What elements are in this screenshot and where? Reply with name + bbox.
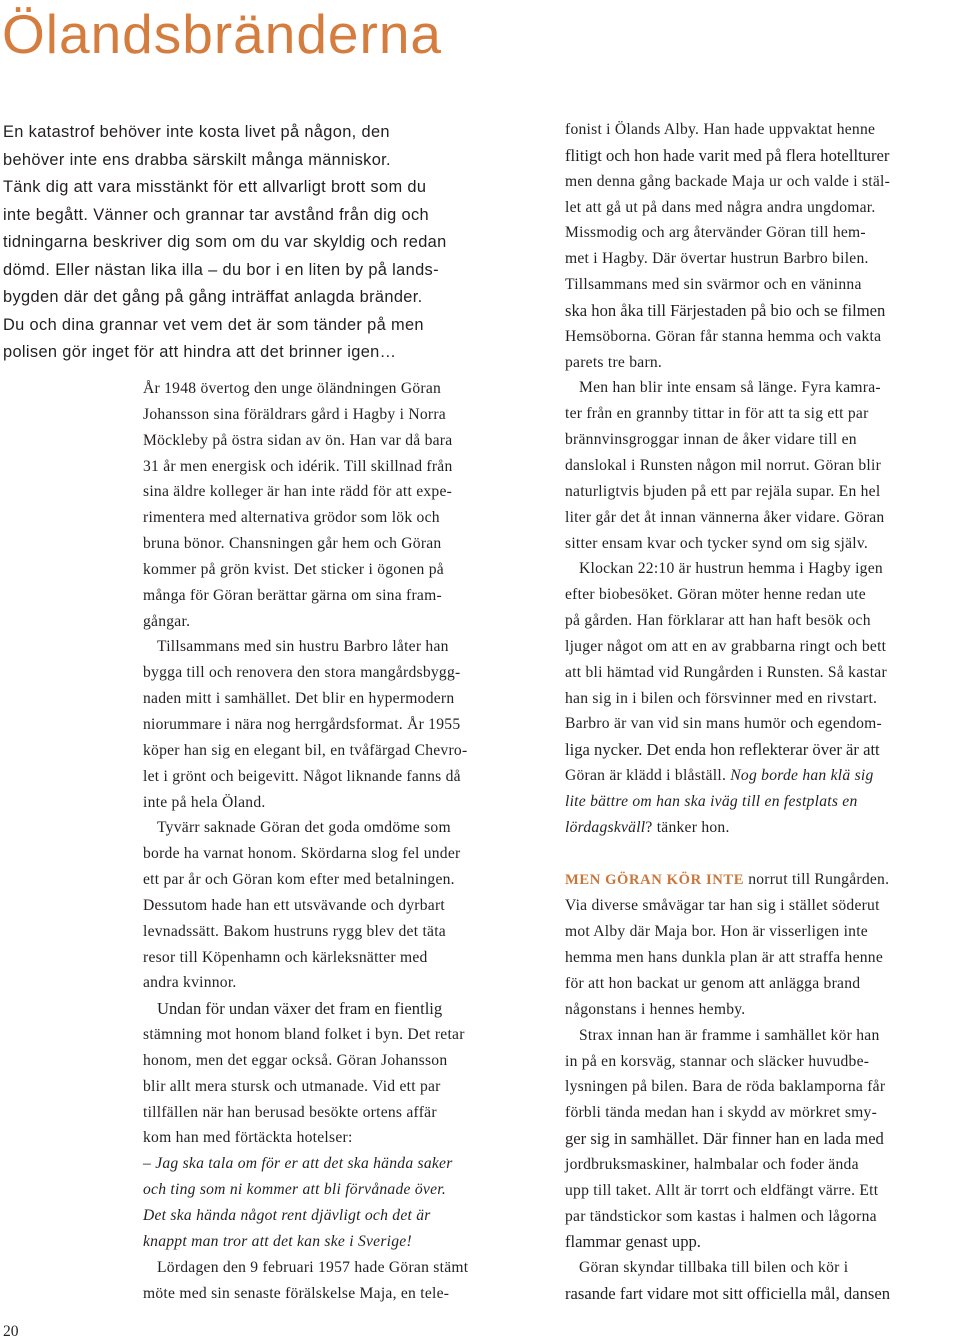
body-line: in på en korsväg, stannar och släcker huvudbe- [565,1052,870,1070]
body-line: bygga till och renovera den stora mangårdsbygg- [143,664,461,682]
body-line: gångar. [143,612,191,630]
body-line: att bli hämtad vid Rungården i Runsten. Så kastar [565,663,887,681]
body-line: på gården. Han förklarar att han haft besök och [565,612,871,630]
body-line: let att gå ut på dans med några andra ungdomar. [565,198,876,216]
body-line: let i grönt och beigevitt. Något liknande fanns då [143,767,461,785]
quote-line: – Jag ska tala om för er att det ska hända saker [143,1155,453,1173]
italic-phrase: Nog borde han klä sig [730,767,874,785]
body-line: Lördagen den 9 februari 1957 hade Göran stämt [157,1258,469,1276]
body-line: borde ha varnat honom. Skördarna slog fel under [143,845,461,863]
body-line: Dessutom hade han ett utsvävande och dyrbart [143,896,445,914]
quote-line: och ting som ni kommer att bli förvånade över. [143,1181,446,1199]
body-line: Tillsammans med sin svärmor och en väninna [565,276,862,294]
body-line: ett par år och Göran kom efter med betalningen. [143,871,455,889]
body-line [565,815,960,841]
body-line: Missmodig och arg återvänder Göran till hem- [565,224,866,242]
body-text: norrut till Rungården. [744,870,890,888]
body-line: rimentera med alternativa grödor som lök och [143,509,440,527]
body-line: lysningen på bilen. Bara de röda baklamporna får [565,1078,886,1096]
body-line: liga nycker. Det enda hon reflekterar över är att [565,740,880,760]
ingress-line: bygden där det gång på gång inträffat anlagda bränder. [3,288,423,306]
body-line: jordbruksmaskiner, halmbalar och foder ända [565,1155,859,1173]
body-line: Strax innan han är framme i samhället kör han [579,1026,880,1044]
ingress-paragraph [3,119,533,367]
body-line: bruna bönor. Chansningen går hem och Göran [143,535,442,553]
ingress-line: polisen gör inget för att hindra att det brinner igen… [3,343,397,361]
body-line: par tändstickor som kastas i halmen och lågorna [565,1207,877,1225]
body-line: lite bättre om han ska iväg till en festplats en [565,792,858,810]
body-line: men denna gång backade Maja ur och valde i stäl- [565,172,891,190]
body-line: möte med sin senaste förälskelse Maja, en tele- [143,1284,450,1302]
body-line: blir allt mera stursk och utmanade. Vid ett par [143,1077,441,1095]
body-line: Tyvärr saknade Göran det goda omdöme som [157,819,451,837]
body-line: met i Hagby. Där övertar hustrun Barbro bilen. [565,250,869,268]
body-line: Undan för undan växer det fram en fientlig [157,999,443,1019]
body-line: flitigt och hon hade varit med på flera hotellturer [565,145,890,165]
body-line: tillfällen när han berusad besökte ortens affär [143,1103,437,1121]
body-line: danslokal i Runsten någon mil norrut. Göran blir [565,456,882,474]
ingress-line: tidningarna beskriver dig som om du var skyldig och redan [3,233,447,251]
body-line: förbli tända medan han i skydd av mörkret smy- [565,1104,878,1122]
body-line: Men han blir inte ensam så länge. Fyra kamra- [579,379,881,397]
body-line: kommer på grön kvist. Det sticker i ögonen på [143,560,444,578]
section-lead-in: MEN GÖRAN KÖR INTE [565,871,745,888]
body-line: ska hon åka till Färjestaden på bio och se filmen [565,300,886,320]
body-text: Göran är klädd i blåställ. [565,767,727,785]
body-line: niorummare i nära nog herrgårdsformat. År 1955 [143,715,461,733]
body-line: fonist i Ölands Alby. Han hade uppvaktat henne [565,121,876,138]
body-line: ter från en grannby tittar in för att ta sig ett par [565,405,869,423]
ingress-line: En katastrof behöver inte kosta livet på någon, den [3,123,390,141]
body-line: efter biobesöket. Göran möter henne redan ute [565,586,866,604]
body-line: Hemsöborna. Göran får stanna hemma och vakta [565,327,882,345]
body-line: stämning mot honom bland folket i byn. Det retar [143,1026,465,1044]
ingress-line: behöver inte ens drabba särskilt många människor. [3,150,391,169]
quote-line: knappt man tror att det kan ske i Sverige! [143,1232,412,1250]
article-title: Ölandsbränderna [2,3,443,65]
body-line: liter går det åt innan vännerna åker vidare. Göran [565,508,885,526]
body-line: År 1948 övertog den unge öländningen Göran [143,380,442,397]
body-line: Möckleby på östra sidan av ön. Han var då bara [143,431,453,449]
body-line: 31 år men energisk och idérik. Till skillnad från [143,457,453,475]
quote-line: Det ska hända något rent djävligt och det är [143,1207,431,1224]
body-line: kom han med förtäckta hotelser: [143,1129,353,1147]
body-column-middle [143,376,543,1306]
body-line: han sig in i bilen och försvinner med en rivstart. [565,689,878,707]
body-line: rasande fart vidare mot sitt officiella mål, dansen [565,1284,890,1304]
body-line: Johansson sina föräldrars gård i Hagby i Norra [143,405,446,423]
ingress-line: Tänk dig att vara misstänkt för ett allvarligt brott som du [3,178,427,196]
body-line: mot Alby där Maja bor. Hon är visserligen inte [565,923,868,941]
body-line: levnadssätt. Bakom hustruns rygg blev det täta [143,922,446,940]
section-lead-line [565,867,960,894]
italic-phrase: lördagskväll [565,818,646,836]
body-line: inte på hela Öland. [143,793,266,811]
body-line: sina äldre kolleger är han inte rädd för att expe- [143,483,453,501]
body-line: honom, men det eggar också. Göran Johansson [143,1051,448,1069]
body-line: ger sig in samhället. Där finner han en lada med [565,1129,884,1149]
body-line: resor till Köpenhamn och kärleksnätter med [143,948,428,966]
body-line [565,763,960,789]
body-line: flammar genast upp. [565,1232,701,1252]
ingress-line: Du och dina grannar vet vem det är som tänder på men [3,315,424,334]
ingress-line: dömd. Eller nästan lika illa – du bor i en liten by på lands- [3,260,439,279]
body-column-right [565,117,960,1307]
body-line: hemma men hans dunkla plan är att straffa henne [565,949,884,967]
body-text: ? tänker hon. [645,818,730,836]
body-line: parets tre barn. [565,353,663,371]
body-line: Barbro är van vid sin mans humör och egendom- [565,715,882,733]
body-line: Göran skyndar tillbaka till bilen och kör i [579,1259,849,1277]
body-line: Tillsammans med sin hustru Barbro låter han [157,638,449,656]
body-line: Via diverse småvägar tar han sig i stället söderut [565,897,880,915]
body-line: brännvinsgroggar innan de åker vidare till en [565,431,857,449]
body-line: andra kvinnor. [143,974,237,992]
body-line: naturligtvis bjuden på ett par rejäla supar. En hel [565,482,881,500]
body-line: ljuger något om att en av grabbarna ringt och bett [565,637,887,655]
body-line: köper han sig en elegant bil, en tvåfärgad Chevro- [143,741,468,759]
page-number: 20 [3,1323,19,1340]
body-line: sitter ensam kvar och tycker synd om sig själv. [565,534,869,552]
ingress-line: inte begått. Vänner och grannar tar avstånd från dig och [3,205,429,224]
body-line: många för Göran berättar gärna om sina fram- [143,586,442,604]
body-line: Klockan 22:10 är hustrun hemma i Hagby igen [579,560,883,578]
body-line: någonstans i hennes hemby. [565,1000,746,1018]
body-line: naden mitt i samhället. Det blir en hypermodern [143,690,455,708]
body-line: upp till taket. Allt är torrt och eldfängt värre. Ett [565,1181,879,1199]
body-line: för att hon backat ur genom att anlägga brand [565,975,861,992]
